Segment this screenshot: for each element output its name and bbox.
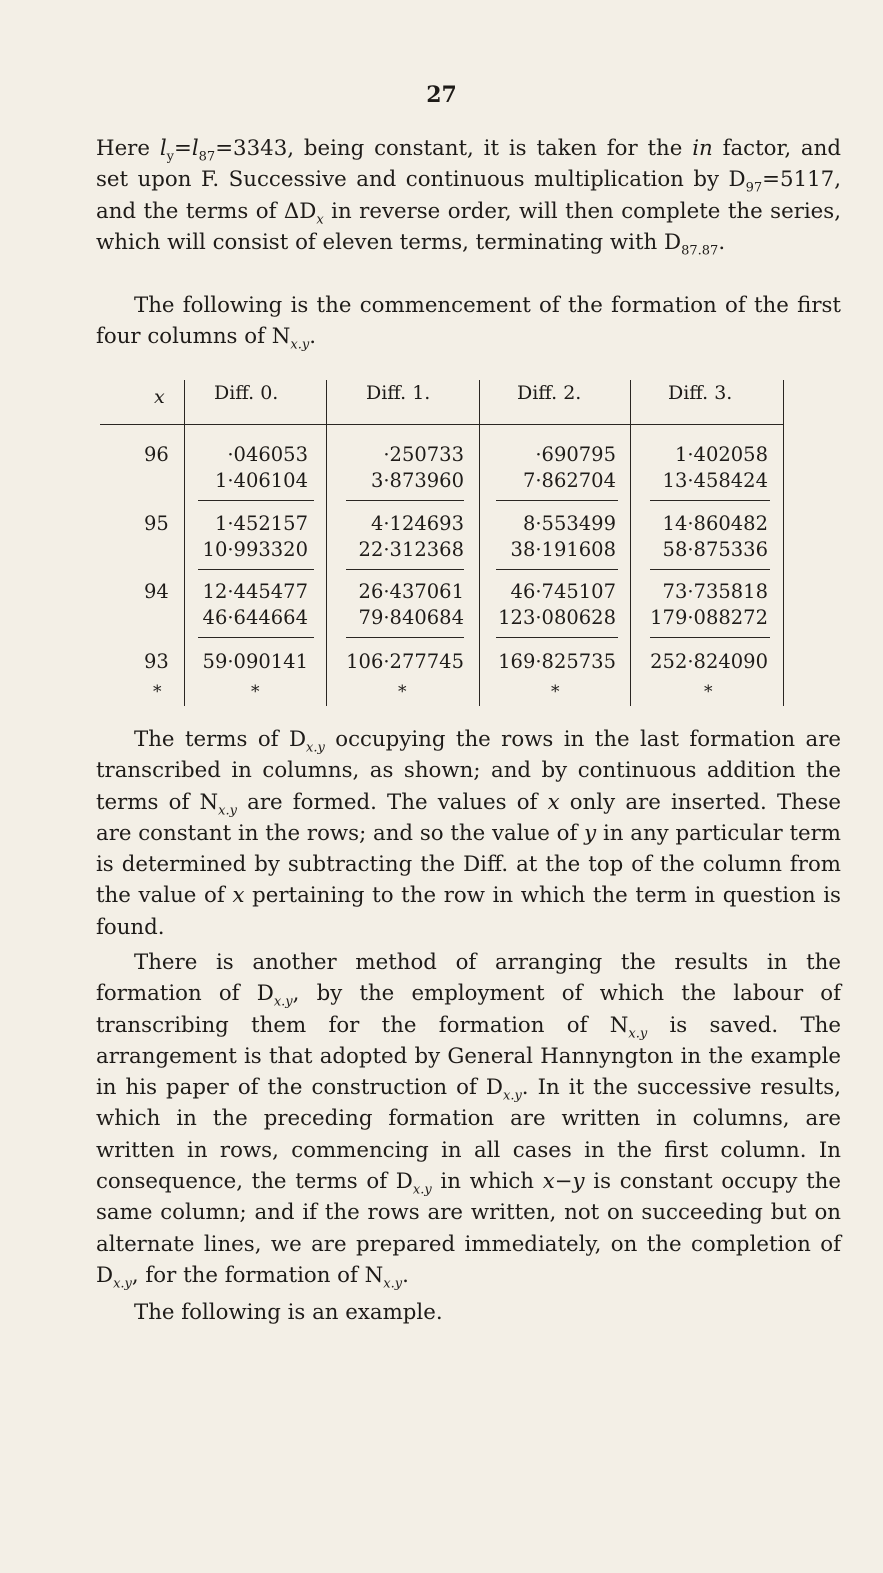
p1-l87-sub: 87 [198,149,216,165]
p1-d97-sub: 97 [745,180,763,196]
page-number: 27 [426,82,457,108]
p3-text: pertaining to the row in which the term in question is found. [96,883,841,940]
p4-text: , by the employment of which the labour of transcribing them for the formation of N [96,981,841,1038]
p4-text: There is another method of arranging the results in the formation of D [96,950,841,1007]
sum-rule [650,500,770,501]
table-vline [630,380,631,706]
table-cell: 3·873960 [370,469,464,492]
paragraph-4 [96,947,841,1291]
paragraph-3 [96,724,841,943]
table-cell: 1·406104 [214,469,308,492]
p1-eq: = [173,136,192,161]
header-diff-1: Diff. 1. [366,382,431,404]
p1-l87: l [191,136,199,161]
p4-text: is constant occupy the same column; and if the rows are written, not on succeeding but on alternate lines, we are prepared immediately, on the completion of D [96,1169,841,1288]
table-cell: 1·452157 [214,512,308,535]
header-diff-0: Diff. 0. [214,382,279,404]
table-cell: 10·993320 [202,538,308,561]
p1-d8787-sub: 87.87 [681,243,719,259]
p4-text: , for the formation of N [131,1262,384,1288]
table-cell: ·250733 [383,443,464,466]
table-cell: 8·553499 [522,512,616,535]
p1-text: . [718,229,726,255]
p1-text: =3343, being constant, it is taken for the [215,136,693,161]
p4-text: . [402,1262,409,1288]
p3-text: only are inserted. These are constant in the rows; and so the value of [96,789,841,846]
table-cell: 46·745107 [510,580,616,603]
x-value: 96 [144,443,169,466]
p3-x: x [232,883,245,909]
header-diff-3: Diff. 3. [668,382,733,404]
sum-rule [346,637,464,638]
sum-rule [198,500,314,501]
table-cell: 7·862704 [522,469,616,492]
p1-text: in reverse order, will then complete the series, which will consist of eleven terms, terminating with D [96,198,841,255]
sum-rule [496,500,618,501]
table-cell: 4·124693 [370,512,464,535]
p1-text: Here [96,136,160,161]
paragraph-2 [96,290,841,353]
table-cell: 169·825735 [498,650,616,673]
header-rule [100,424,784,425]
p4-sub: x.y [412,1182,432,1198]
paragraph-1 [96,133,841,258]
sum-rule [650,569,770,570]
p2-text: . [309,324,316,350]
p3-sub: x.y [306,740,325,756]
p2-n-sub: x.y [290,337,310,353]
p2-text: The following is the commencement of the formation of the first four columns of N [96,293,841,350]
table-cell: 1·402058 [674,443,768,466]
table-vline [783,380,784,706]
table-cell: 79·840684 [358,606,464,629]
sum-rule [650,637,770,638]
p4-sub: x.y [273,994,293,1010]
table-cell: 22·312368 [358,538,464,561]
table-cell: 38·191608 [510,538,616,561]
table-cell: 14·860482 [662,512,768,535]
p1-text: factor, and set upon F. Successive and continuous multiplication by D [96,136,841,193]
table-cell: ·046053 [227,443,308,466]
p1-ly-sub: y [166,149,174,165]
p1-text: =5117, and the terms of ΔD [96,167,841,224]
sum-rule [346,500,464,501]
p4-sub: x.y [113,1276,132,1292]
p3-text: occupying the rows in the last formation are transcribed in columns, as shown; and by continuous addition the terms of N [96,727,841,815]
p5-text: The following is an example. [134,1300,443,1325]
p4-sub: x.y [502,1088,522,1104]
table-vline [326,380,327,706]
sum-rule [346,569,464,570]
p4-sub: x.y [628,1025,648,1041]
continuation-star: * [251,682,260,702]
p3-x: x [547,789,560,815]
table-cell: 252·824090 [650,650,768,673]
table-vline [184,380,185,706]
table-cell: 123·080628 [498,606,616,629]
table-cell: 46·644664 [202,606,308,629]
table-cell: ·690795 [535,443,616,466]
p4-text: in which [431,1169,543,1195]
continuation-star: * [551,682,560,702]
p4-sub: x.y [383,1276,403,1292]
formation-table [104,372,804,707]
p1-dx-sub: x [316,211,324,227]
x-value: 94 [144,580,169,603]
table-cell: 58·875336 [662,538,768,561]
table-cell: 73·735818 [662,580,768,603]
continuation-star: * [153,682,162,702]
table-cell: 26·437061 [358,580,464,603]
table-vline [479,380,480,706]
header-diff-2: Diff. 2. [517,382,582,404]
p3-sub: x.y [218,802,237,818]
p3-text: in any particular term is determined by subtracting the Diff. at the top of the column from the value of [96,820,841,909]
p4-x-minus-y: x−y [542,1169,585,1195]
table-cell: 179·088272 [650,606,768,629]
table-cell: 59·090141 [202,650,308,673]
p3-text: are formed. The values of [236,789,548,815]
x-value: 95 [144,512,169,535]
sum-rule [198,569,314,570]
paragraph-5 [96,1297,841,1328]
table-cell: 106·277745 [346,650,464,673]
continuation-star: * [704,682,713,702]
p4-text: . In it the successive results, which in the preceding formation are written in columns, are written in rows, commencing in all cases in the first column. In consequence, the terms of D [96,1075,841,1195]
sum-rule [198,637,314,638]
p1-ly: l [159,136,167,161]
continuation-star: * [398,682,407,702]
header-x: x [154,386,165,408]
p4-text: is saved. The arrangement is that adopted by General Hannyngton in the example in his paper of the construction of D [96,1012,841,1101]
sum-rule [496,637,618,638]
sum-rule [496,569,618,570]
p3-y: y [584,820,597,846]
table-cell: 12·445477 [202,580,308,603]
table-cell: 13·458424 [662,469,768,492]
p3-text: The terms of D [134,727,307,752]
x-value: 93 [144,650,169,673]
p1-in: in [692,136,713,161]
